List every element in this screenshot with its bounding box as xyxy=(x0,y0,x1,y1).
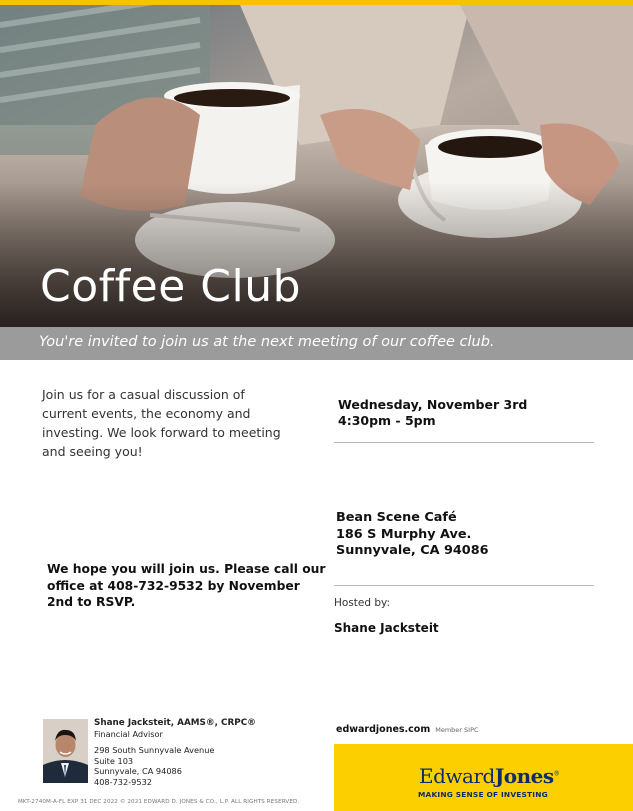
brand-website-line xyxy=(336,724,479,735)
sipc-note: Member SIPC xyxy=(435,726,479,734)
event-time: 4:30pm - 5pm xyxy=(338,412,436,428)
event-datetime xyxy=(338,397,527,428)
hero-image xyxy=(0,5,633,327)
advisor-address-line1: 298 South Sunnyvale Avenue xyxy=(94,745,215,755)
advisor-address-line2: Suite 103 xyxy=(94,755,134,766)
advisor-phone: 408-732-9532 xyxy=(94,776,153,787)
advisor-photo xyxy=(43,719,88,783)
brand-block xyxy=(334,744,633,811)
website-link[interactable]: edwardjones.com xyxy=(336,724,431,735)
advisor-name: Shane Jacksteit, AAMS®, CRPC® xyxy=(94,718,256,728)
venue-street: 186 S Murphy Ave. xyxy=(336,526,472,542)
event-location xyxy=(336,510,489,560)
venue-name: Bean Scene Café xyxy=(336,510,457,525)
host-name: Shane Jacksteit xyxy=(334,621,439,635)
edward-jones-logo: EdwardJones® xyxy=(419,764,560,788)
page-title: Coffee Club xyxy=(40,261,302,312)
legal-footer: MKT-2740M-A-FL EXP 31 DEC 2022 © 2021 EDWARD D. JONES & CO., L.P. ALL RIGHTS RESERVED. xyxy=(18,799,300,805)
hosted-by-label: Hosted by: xyxy=(334,597,391,609)
advisor-portrait-icon xyxy=(43,719,88,783)
invitation-banner xyxy=(0,327,633,360)
intro-paragraph: Join us for a casual discussion of current events, the economy and investing. We look forward to meeting and seeing you! xyxy=(42,387,281,459)
advisor-address-line3: Sunnyvale, CA 94086 xyxy=(94,766,182,776)
rsvp-paragraph: We hope you will join us. Please call our office at 408-732-9532 by November 2nd to RSVP. xyxy=(47,562,326,609)
advisor-contact-block xyxy=(94,718,256,787)
advisor-title: Financial Advisor xyxy=(94,728,163,739)
event-date: Wednesday, November 3rd xyxy=(338,397,528,412)
divider xyxy=(334,585,594,586)
brand-tagline: MAKING SENSE OF INVESTING xyxy=(418,790,548,799)
divider xyxy=(334,442,594,443)
venue-city: Sunnyvale, CA 94086 xyxy=(336,543,489,558)
invitation-text: You're invited to join us at the next meeting of our coffee club. xyxy=(39,334,495,350)
